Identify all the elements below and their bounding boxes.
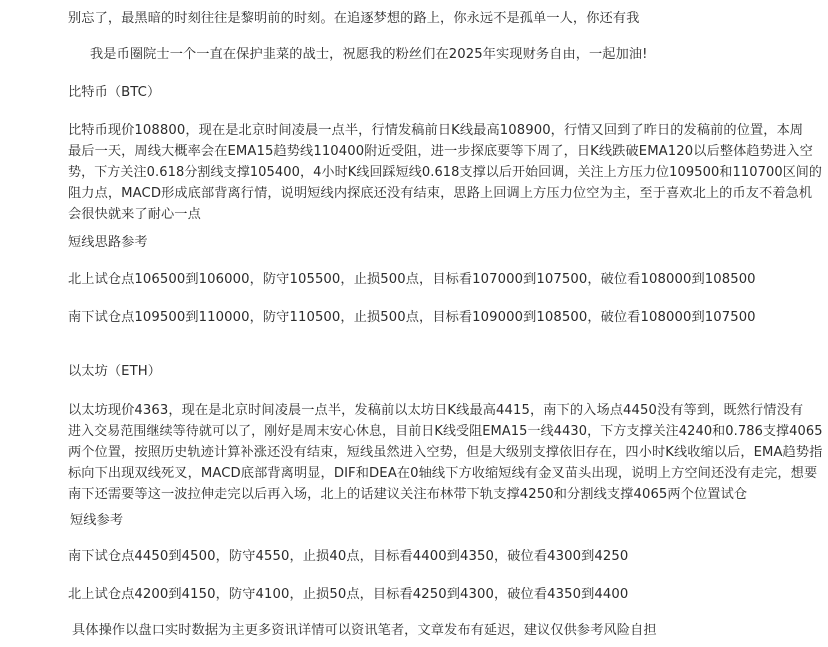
btc-heading: 比特币（BTC） xyxy=(68,85,161,100)
btc-short-plan: 南下试仓点109500到110000，防守110500，止损500点，目标看109000到108500，破位看108000到107500 xyxy=(68,310,756,325)
eth-analysis-line: 南下还需要等这一波拉伸走完以后再入场，北上的话建议关注布林带下轨支撑4250和分割线支撑4065两个位置试仓 xyxy=(68,487,748,502)
intro-line-2: 我是币圈院士一个一直在保护韭菜的战士，祝愿我的粉丝们在2025年实现财务自由，一起加油! xyxy=(90,47,648,62)
eth-analysis-line: 进入交易范围继续等待就可以了，刚好是周末安心休息，目前日K线受阻EMA15一线4430，下方支撑关注4240和0.786支撑4065 xyxy=(68,424,823,439)
eth-analysis-line: 两个位置，按照历史轨迹计算补涨还没有结束，短线虽然进入空势，但是大级别支撑依旧存在，四小时K线收缩以后，EMA趋势指 xyxy=(68,445,823,460)
eth-long-plan: 北上试仓点4200到4150，防守4100，止损50点，目标看4250到4300，破位看4350到4400 xyxy=(68,587,629,602)
eth-analysis-line: 以太坊现价4363，现在是北京时间凌晨一点半，发稿前以太坊日K线最高4415，南下的入场点4450没有等到，既然行情没有 xyxy=(68,403,804,418)
btc-analysis-line: 阻力点，MACD形成底部背离行情，说明短线内探底还没有结束，思路上回调上方压力位空为主，至于喜欢北上的币友不着急机 xyxy=(68,186,813,201)
btc-long-plan: 北上试仓点106500到106000，防守105500，止损500点，目标看107000到107500，破位看108000到108500 xyxy=(68,272,756,287)
eth-heading: 以太坊（ETH） xyxy=(68,364,162,379)
eth-analysis-line: 标向下出现双线死叉，MACD底部背离明显，DIF和DEA在0轴线下方收缩短线有金叉苗头出现，说明上方空间还没有走完，想要 xyxy=(68,466,818,481)
btc-analysis-line: 比特币现价108800，现在是北京时间凌晨一点半，行情发稿前日K线最高108900，行情又回到了昨日的发稿前的位置，本周 xyxy=(68,123,804,138)
btc-analysis-line: 势，下方关注0.618分割线支撑105400，4小时K线回踩短线0.618支撑以后开始回调，关注上方压力位109500和110700区间的 xyxy=(68,165,823,180)
eth-strategy-title: 短线参考 xyxy=(70,513,124,528)
disclaimer: 具体操作以盘口实时数据为主更多资讯详情可以资讯笔者，文章发布有延迟，建议仅供参考风险自担 xyxy=(72,623,657,638)
btc-strategy-title: 短线思路参考 xyxy=(68,235,148,250)
btc-analysis-line: 会很快就来了耐心一点 xyxy=(68,207,201,222)
btc-analysis-line: 最后一天，周线大概率会在EMA15趋势线110400附近受阻，进一步探底要等下周了，日K线跌破EMA120以后整体趋势进入空 xyxy=(68,144,813,159)
intro-line-1: 别忘了，最黑暗的时刻往往是黎明前的时刻。在追逐梦想的路上，你永远不是孤单一人，你还有我 xyxy=(68,11,640,26)
eth-short-plan: 南下试仓点4450到4500，防守4550，止损40点，目标看4400到4350，破位看4300到4250 xyxy=(68,549,629,564)
